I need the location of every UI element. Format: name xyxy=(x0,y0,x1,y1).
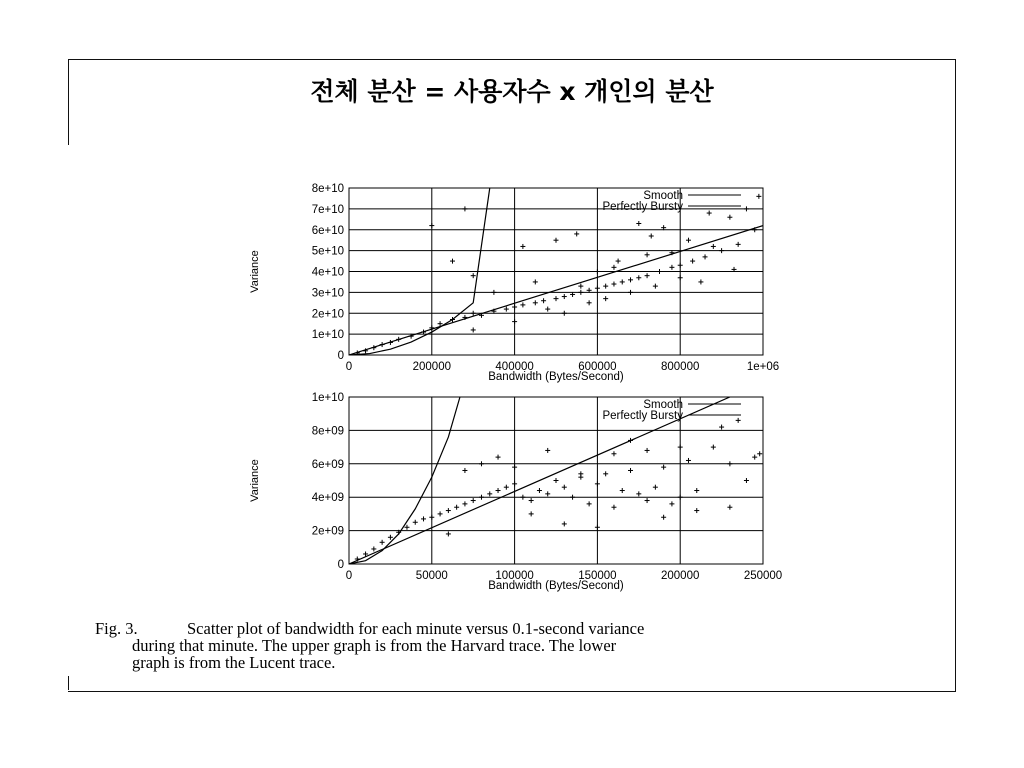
data-point xyxy=(421,516,426,521)
data-point xyxy=(636,275,641,280)
data-point xyxy=(491,290,496,295)
data-point xyxy=(562,485,567,490)
data-point xyxy=(446,531,451,536)
y-tick-label: 2e+09 xyxy=(311,525,344,538)
data-point xyxy=(512,304,517,309)
data-point xyxy=(545,307,550,312)
data-point xyxy=(616,259,621,264)
data-point xyxy=(562,294,567,299)
data-point xyxy=(678,275,683,280)
data-point xyxy=(479,461,484,466)
data-point xyxy=(690,259,695,264)
y-tick-label: 3e+10 xyxy=(311,287,344,300)
slide-title: 전체 분산 = 사용자수 x 개인의 분산 xyxy=(310,77,714,106)
data-point xyxy=(520,302,525,307)
y-tick-label: 7e+10 xyxy=(311,203,344,216)
series-line-smooth xyxy=(349,397,730,564)
data-point xyxy=(512,465,517,470)
data-point xyxy=(578,284,583,289)
data-point xyxy=(413,520,418,525)
data-point xyxy=(752,455,757,460)
data-point xyxy=(698,279,703,284)
data-point xyxy=(570,495,575,500)
y-tick-label: 8e+10 xyxy=(311,183,344,195)
data-point xyxy=(512,481,517,486)
legend-label: Perfectly Bursty xyxy=(602,410,683,422)
data-point xyxy=(645,252,650,257)
x-tick-label: 0 xyxy=(345,361,353,373)
chart-lucent xyxy=(249,392,782,592)
data-point xyxy=(645,273,650,278)
data-point xyxy=(757,451,762,456)
data-point xyxy=(462,468,467,473)
data-point xyxy=(645,498,650,503)
data-point xyxy=(595,286,600,291)
data-point xyxy=(537,488,542,493)
x-tick-label: 0 xyxy=(345,570,353,582)
data-point xyxy=(529,511,534,516)
data-point xyxy=(512,319,517,324)
x-tick-label: 400000 xyxy=(495,361,534,373)
data-point xyxy=(479,495,484,500)
data-point xyxy=(371,546,376,551)
x-tick-label: 200000 xyxy=(661,570,700,582)
y-axis-label: Variance xyxy=(249,250,261,293)
x-tick-label: 800000 xyxy=(661,361,700,373)
data-point xyxy=(603,284,608,289)
x-tick-label: 250000 xyxy=(743,570,783,582)
legend-label: Smooth xyxy=(643,399,683,411)
caption-line-2: during that minute. The upper graph is from the Harvard trace. The lower xyxy=(132,636,617,655)
data-point xyxy=(620,279,625,284)
data-point xyxy=(578,290,583,295)
data-point xyxy=(620,488,625,493)
y-axis-label: Variance xyxy=(249,459,261,502)
y-tick-label: 5e+10 xyxy=(311,245,344,258)
data-point xyxy=(628,468,633,473)
data-point xyxy=(661,465,666,470)
data-point xyxy=(504,485,509,490)
data-point xyxy=(636,221,641,226)
caption-label: Fig. 3. xyxy=(95,619,138,638)
data-point xyxy=(669,265,674,270)
data-point xyxy=(636,491,641,496)
y-tick-label: 1e+10 xyxy=(311,329,344,342)
y-tick-label: 0 xyxy=(337,559,344,571)
data-point xyxy=(603,296,608,301)
data-point xyxy=(504,307,509,312)
data-point xyxy=(727,461,732,466)
data-point xyxy=(487,491,492,496)
data-point xyxy=(707,211,712,216)
data-point xyxy=(429,515,434,520)
data-point xyxy=(562,311,567,316)
data-point xyxy=(694,508,699,513)
data-point xyxy=(678,263,683,268)
data-point xyxy=(595,481,600,486)
data-point xyxy=(471,327,476,332)
data-point xyxy=(462,206,467,211)
x-tick-label: 150000 xyxy=(578,570,617,582)
data-point xyxy=(562,521,567,526)
data-point xyxy=(496,455,501,460)
caption-line-1: Scatter plot of bandwidth for each minute versus 0.1-second variance xyxy=(187,619,645,638)
x-tick-label: 100000 xyxy=(495,570,534,582)
data-point xyxy=(520,244,525,249)
x-axis-label: Bandwidth (Bytes/Second) xyxy=(488,371,624,383)
data-point xyxy=(554,478,559,483)
data-point xyxy=(380,540,385,545)
data-point xyxy=(388,340,393,345)
data-point xyxy=(496,488,501,493)
y-tick-label: 4e+09 xyxy=(311,492,344,505)
data-point xyxy=(554,296,559,301)
chart-harvard xyxy=(249,183,779,383)
data-point xyxy=(533,300,538,305)
data-point xyxy=(471,273,476,278)
y-tick-label: 2e+10 xyxy=(311,308,344,321)
data-point xyxy=(611,265,616,270)
data-point xyxy=(649,234,654,239)
data-point xyxy=(380,342,385,347)
data-point xyxy=(669,501,674,506)
data-point xyxy=(396,337,401,342)
data-point xyxy=(611,505,616,510)
figure-caption xyxy=(95,620,945,671)
data-point xyxy=(603,471,608,476)
data-point xyxy=(438,511,443,516)
data-point xyxy=(711,445,716,450)
data-point xyxy=(454,505,459,510)
data-point xyxy=(462,501,467,506)
data-point xyxy=(545,448,550,453)
data-point xyxy=(371,345,376,350)
data-point xyxy=(694,488,699,493)
x-axis-label: Bandwidth (Bytes/Second) xyxy=(488,580,624,592)
legend-label: Perfectly Bursty xyxy=(602,201,683,213)
data-point xyxy=(628,438,633,443)
data-point xyxy=(471,498,476,503)
data-point xyxy=(388,535,393,540)
series-line-perfectly-bursty xyxy=(349,397,460,564)
y-tick-label: 6e+09 xyxy=(311,458,344,471)
data-point xyxy=(520,495,525,500)
data-point xyxy=(756,194,761,199)
data-point xyxy=(628,290,633,295)
data-point xyxy=(450,259,455,264)
data-point xyxy=(657,269,662,274)
data-point xyxy=(678,445,683,450)
data-point xyxy=(628,277,633,282)
data-point xyxy=(578,471,583,476)
data-point xyxy=(595,269,600,274)
data-point xyxy=(611,282,616,287)
data-point xyxy=(727,215,732,220)
data-point xyxy=(554,238,559,243)
data-point xyxy=(744,478,749,483)
legend-label: Smooth xyxy=(643,190,683,202)
data-point xyxy=(404,525,409,530)
data-point xyxy=(686,458,691,463)
data-point xyxy=(678,495,683,500)
data-point xyxy=(711,244,716,249)
data-point xyxy=(686,238,691,243)
data-point xyxy=(587,300,592,305)
data-point xyxy=(661,515,666,520)
y-tick-label: 6e+10 xyxy=(311,224,344,237)
plot-area xyxy=(349,397,762,564)
data-point xyxy=(653,485,658,490)
data-point xyxy=(529,498,534,503)
y-tick-label: 1e+10 xyxy=(311,392,344,404)
x-tick-label: 600000 xyxy=(578,361,617,373)
data-point xyxy=(533,279,538,284)
data-point xyxy=(429,223,434,228)
data-point xyxy=(645,448,650,453)
data-point xyxy=(736,242,741,247)
data-point xyxy=(719,425,724,430)
data-point xyxy=(653,284,658,289)
data-point xyxy=(541,298,546,303)
data-point xyxy=(703,254,708,259)
data-point xyxy=(719,248,724,253)
data-point xyxy=(545,491,550,496)
data-point xyxy=(736,418,741,423)
data-point xyxy=(611,451,616,456)
x-tick-label: 1e+06 xyxy=(746,361,780,373)
x-tick-label: 200000 xyxy=(412,361,451,373)
data-point xyxy=(744,206,749,211)
data-point xyxy=(587,501,592,506)
data-point xyxy=(446,508,451,513)
caption-line-3: graph is from the Lucent trace. xyxy=(132,653,336,672)
data-point xyxy=(574,231,579,236)
data-point xyxy=(727,505,732,510)
y-tick-label: 0 xyxy=(337,350,344,362)
x-tick-label: 50000 xyxy=(415,570,448,582)
y-tick-label: 4e+10 xyxy=(311,266,344,279)
data-point xyxy=(595,525,600,530)
y-tick-label: 8e+09 xyxy=(311,425,344,438)
